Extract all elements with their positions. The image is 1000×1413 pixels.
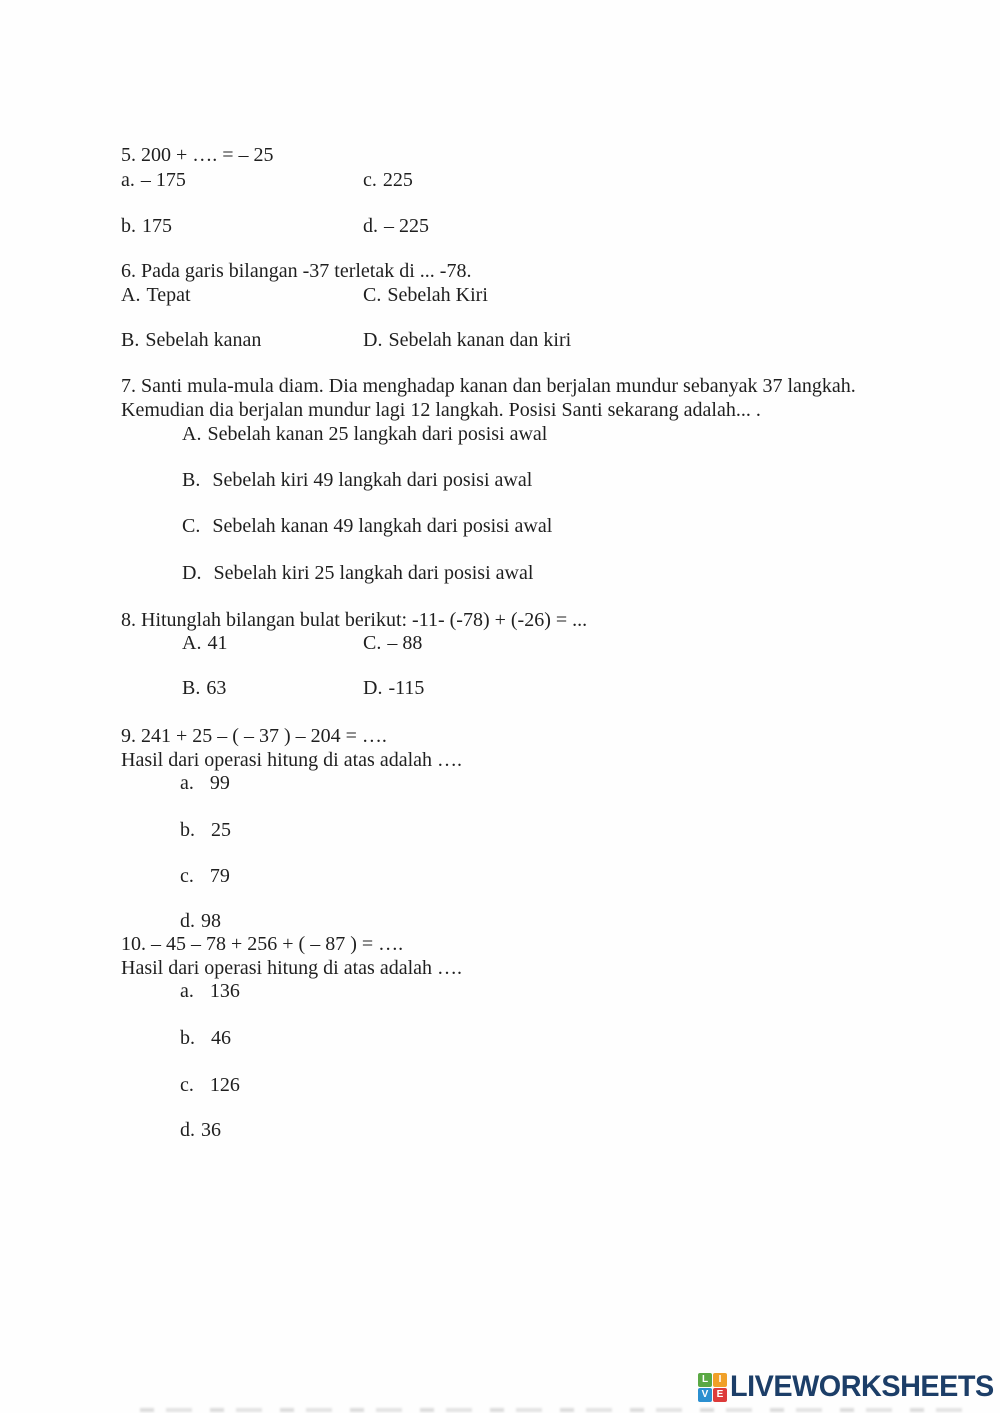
question-9-option-c[interactable] — [180, 864, 230, 888]
option-value: 136 — [209, 980, 240, 1002]
question-7-text-line2: Kemudian dia berjalan mundur lagi 12 langkah. Posisi Santi sekarang adalah... . — [121, 399, 761, 421]
option-label: C. — [363, 632, 382, 654]
option-label: c. — [363, 169, 377, 191]
question-10-subtext: Hasil dari operasi hitung di atas adalah …. — [121, 957, 463, 979]
question-10-text: 10. – 45 – 78 + 256 + ( – 87 ) = …. — [121, 933, 404, 955]
question-9-option-a[interactable] — [180, 771, 230, 795]
logo-tile-l: L — [698, 1373, 712, 1387]
option-value: 98 — [201, 910, 221, 932]
option-label: b. — [180, 1027, 195, 1049]
question-6-option-d[interactable] — [363, 328, 571, 352]
option-value: Sebelah kiri 49 langkah dari posisi awal — [212, 469, 533, 491]
option-label: d. — [180, 1119, 195, 1141]
question-7-option-d[interactable] — [182, 561, 533, 585]
question-5-option-b[interactable] — [121, 214, 172, 238]
question-9-text: 9. 241 + 25 – ( – 37 ) – 204 = …. — [121, 725, 387, 747]
question-5-option-a[interactable] — [121, 168, 186, 192]
logo-tile-i: I — [713, 1373, 727, 1387]
option-value: 63 — [206, 677, 227, 699]
option-value: 25 — [211, 819, 231, 841]
question-10-option-b[interactable] — [180, 1026, 231, 1050]
option-label: D. — [182, 562, 202, 584]
question-10-option-c[interactable] — [180, 1073, 240, 1097]
option-label: B. — [182, 469, 201, 491]
option-label: A. — [121, 284, 141, 306]
option-value: – 88 — [387, 632, 423, 654]
question-5-text: 5. 200 + …. = – 25 — [121, 144, 274, 166]
option-value: – 175 — [140, 169, 186, 191]
option-value: Sebelah kanan dan kiri — [388, 329, 572, 351]
option-label: d. — [180, 910, 195, 932]
option-value: Sebelah kiri 25 langkah dari posisi awal — [213, 562, 534, 584]
option-label: a. — [121, 169, 135, 191]
option-label: b. — [121, 215, 136, 237]
option-value: Tepat — [146, 284, 191, 306]
question-6-text: 6. Pada garis bilangan -37 terletak di ... -78. — [121, 260, 472, 282]
option-value: Sebelah kanan 49 langkah dari posisi awal — [212, 515, 553, 537]
option-label: a. — [180, 772, 194, 794]
question-7-text-line1: 7. Santi mula-mula diam. Dia menghadap kanan dan berjalan mundur sebanyak 37 langkah. — [121, 375, 856, 397]
option-value: -115 — [388, 677, 425, 699]
option-value: 41 — [207, 632, 228, 654]
option-label: A. — [182, 632, 202, 654]
question-5-option-c[interactable] — [363, 168, 413, 192]
liveworksheets-logo[interactable] — [698, 1370, 1000, 1404]
option-value: Sebelah Kiri — [387, 284, 488, 306]
option-label: b. — [180, 819, 195, 841]
option-label: B. — [121, 329, 140, 351]
question-7-option-b[interactable] — [182, 468, 532, 492]
question-6-option-b[interactable] — [121, 328, 261, 352]
option-value: Sebelah kanan 25 langkah dari posisi awal — [207, 423, 548, 445]
option-label: B. — [182, 677, 201, 699]
option-label: c. — [180, 865, 194, 887]
option-value: 175 — [142, 215, 172, 237]
option-label: C. — [363, 284, 382, 306]
option-value: 36 — [201, 1119, 221, 1141]
question-10-option-d[interactable] — [180, 1118, 221, 1142]
option-value: 79 — [209, 865, 230, 887]
question-8-option-b[interactable] — [182, 676, 226, 700]
option-value: 46 — [211, 1027, 231, 1049]
question-8-text: 8. Hitunglah bilangan bulat berikut: -11- (-78) + (-26) = ... — [121, 609, 588, 631]
option-label: A. — [182, 423, 202, 445]
question-9-subtext: Hasil dari operasi hitung di atas adalah …. — [121, 749, 463, 771]
question-9-option-d[interactable] — [180, 909, 221, 933]
logo-tile-v: V — [698, 1388, 712, 1402]
option-label: d. — [363, 215, 378, 237]
question-8-option-c[interactable] — [363, 631, 422, 655]
question-5-option-d[interactable] — [363, 214, 429, 238]
option-label: D. — [363, 677, 383, 699]
question-7-option-a[interactable] — [182, 422, 547, 446]
option-value: 99 — [209, 772, 230, 794]
option-value: – 225 — [384, 215, 429, 237]
question-8-option-d[interactable] — [363, 676, 424, 700]
option-value: 126 — [209, 1074, 240, 1096]
question-10-option-a[interactable] — [180, 979, 240, 1003]
question-6-option-c[interactable] — [363, 283, 488, 307]
option-label: a. — [180, 980, 194, 1002]
question-9-option-b[interactable] — [180, 818, 231, 842]
option-value: 225 — [382, 169, 413, 191]
option-label: c. — [180, 1074, 194, 1096]
question-8-option-a[interactable] — [182, 631, 227, 655]
option-label: C. — [182, 515, 201, 537]
liveworksheets-wordmark: LIVEWORKSHEETS — [730, 1370, 994, 1403]
question-6-option-a[interactable] — [121, 283, 191, 307]
liveworksheets-tiles-icon — [698, 1373, 727, 1402]
option-label: D. — [363, 329, 383, 351]
page-bottom-scan-artifact — [140, 1408, 980, 1412]
option-value: Sebelah kanan — [145, 329, 262, 351]
logo-tile-e: E — [713, 1388, 727, 1402]
question-7-option-c[interactable] — [182, 514, 552, 538]
